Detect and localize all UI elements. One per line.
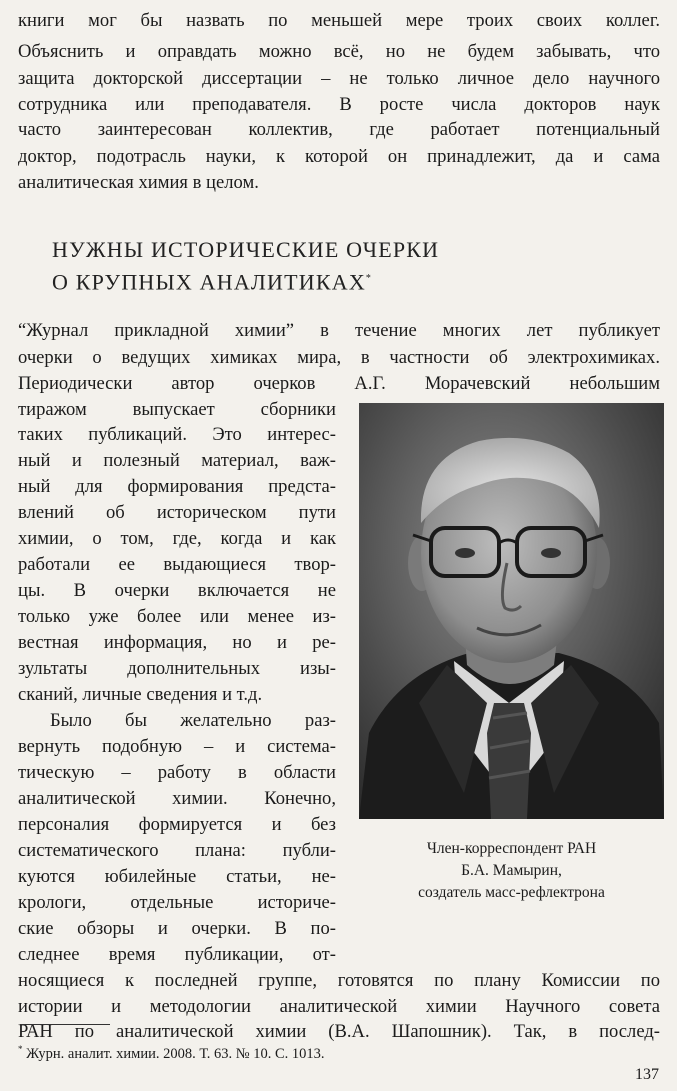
text-line: носящиеся к последней группе, готовятся по плану Комиссии по [18,970,660,991]
footnote-text: Журн. аналит. химии. 2008. Т. 63. № 10. С. 1013. [26,1045,325,1062]
text-line: РАН по аналитической химии (В.А. Шапошник). Так, в послед- [18,1021,660,1042]
photo-caption-line: Б.А. Мамырин, [461,862,562,879]
text-line: аналитической химии. Конечно, [18,788,336,809]
text-line: Периодически автор очерков А.Г. Морачевский небольшим [18,373,660,394]
text-line: книги мог бы назвать по меньшей мере троих своих коллег. [18,10,660,31]
text-line: только уже более или менее из- [18,606,336,627]
footnote-marker: * [365,273,371,284]
text-line: тическую – работу в области [18,762,336,783]
text-line: химии, о том, где, когда и как [18,528,336,549]
section-heading-line-2: О КРУПНЫХ АНАЛИТИКАХ* [52,269,371,295]
text-line: таких публикаций. Это интерес- [18,424,336,445]
text-line: тиражом выпускает сборники [18,399,336,420]
text-line: следнее время публикации, от- [18,944,336,965]
text-line: доктор, подотрасль науки, к которой он принадлежит, да и сама [18,146,660,167]
footnote-rule [20,1024,110,1025]
text-line: куются юбилейные статьи, не- [18,866,336,887]
text-line: зультаты дополнительных изы- [18,658,336,679]
text-line: вестная информация, но и ре- [18,632,336,653]
text-line: “Журнал прикладной химии” в течение многих лет публикует [18,320,660,341]
text-line: работали ее выдающиеся твор- [18,554,336,575]
photo-caption-line: создатель масс-рефлектрона [418,884,605,901]
text-line: часто заинтересован коллектив, где работает потенциальный [18,119,660,140]
portrait-photo [359,403,664,819]
text-line: аналитическая химия в целом. [18,172,259,193]
text-line: Было бы желательно раз- [50,710,336,731]
text-line: цы. В очерки включается не [18,580,336,601]
text-line: вернуть подобную – и система- [18,736,336,757]
footnote-marker: * [18,1044,23,1054]
text-line: ный и полезный материал, важ- [18,450,336,471]
page-number: 137 [635,1066,659,1083]
text-line: ный для формирования предста- [18,476,336,497]
portrait-image [359,403,664,819]
text-line: влений об историческом пути [18,502,336,523]
text-line: истории и методологии аналитической химии Научного совета [18,996,660,1017]
text-line: сотрудника или преподавателя. В росте числа докторов наук [18,94,660,115]
text-line: защита докторской диссертации – не только личное дело научного [18,68,660,89]
photo-caption-line: Член-корреспондент РАН [426,840,597,857]
text-line: ские обзоры и очерки. В по- [18,918,336,939]
text-line: систематического плана: публи- [18,840,336,861]
text-line: крологи, отдельные историче- [18,892,336,913]
section-heading-line-1: НУЖНЫ ИСТОРИЧЕСКИЕ ОЧЕРКИ [52,237,440,262]
text-line: сканий, личные сведения и т.д. [18,684,263,705]
text-line: Объяснить и оправдать можно всё, но не будем забывать, что [18,41,660,62]
footnote [18,1039,325,1064]
text-line: персоналия формируется и без [18,814,336,835]
text-line: очерки о ведущих химиках мира, в частности об электрохимиках. [18,347,660,368]
